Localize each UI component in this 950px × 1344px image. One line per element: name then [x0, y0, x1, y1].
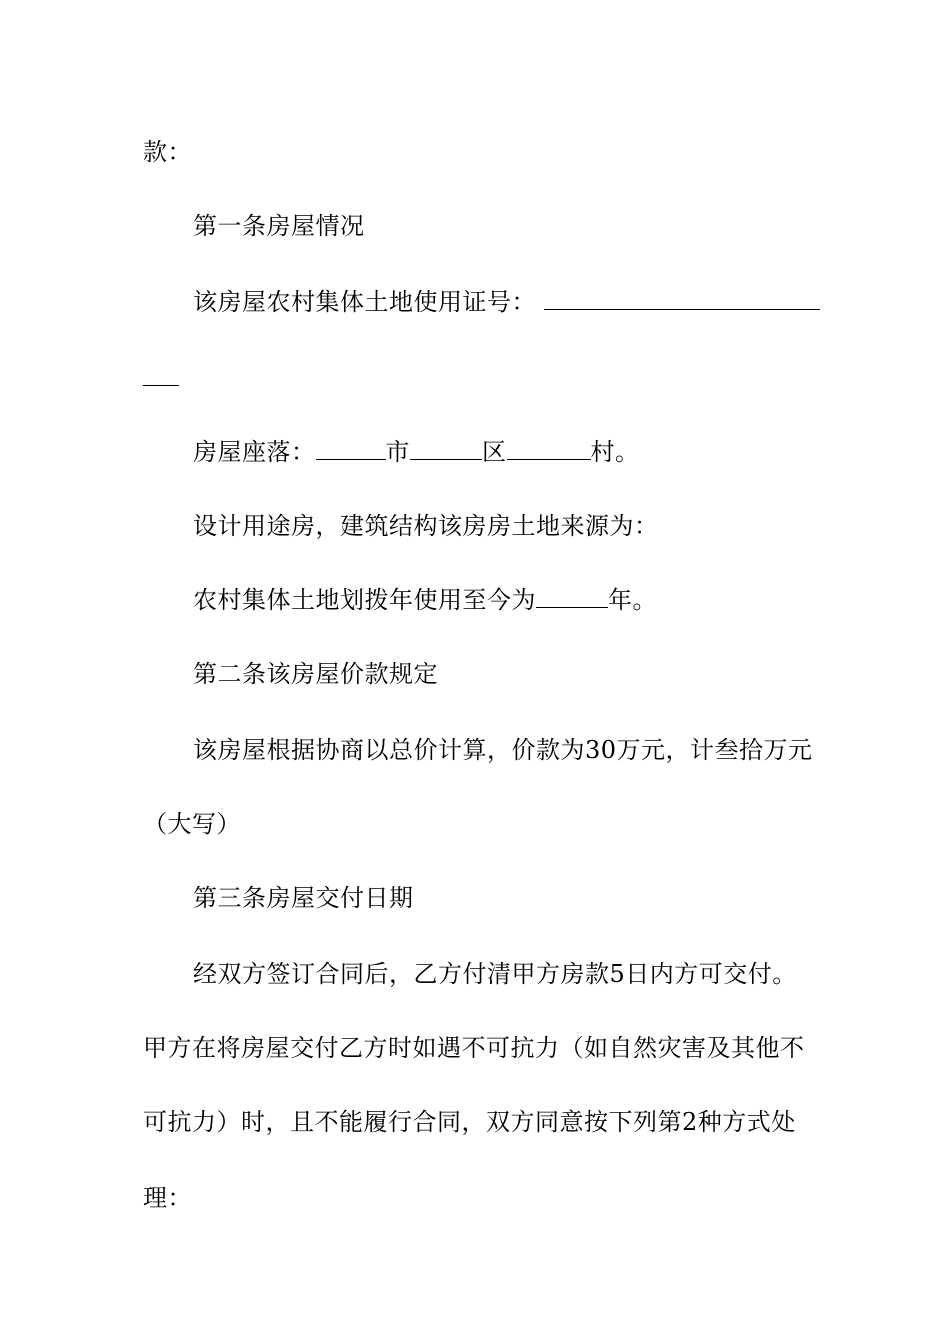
text-line-years [193, 582, 813, 618]
district-label: 区 [482, 438, 507, 466]
city-label: 市 [385, 438, 410, 466]
location-label: 房屋座落： [193, 438, 316, 466]
village-blank [507, 437, 591, 460]
city-blank [316, 437, 386, 460]
land-cert-blank-tail [143, 363, 179, 386]
section-heading-3: 第三条房屋交付日期 [193, 884, 414, 912]
text-line: 可抗力）时，且不能履行合同，双方同意按下列第2种方式处 [143, 1108, 796, 1136]
text-line: 款： [143, 138, 192, 166]
text-line: 甲方在将房屋交付乙方时如遇不可抗力（如自然灾害及其他不 [143, 1034, 805, 1062]
text-line: 经双方签订合同后，乙方付清甲方房款5日内方可交付。 [193, 960, 797, 988]
district-blank [410, 437, 482, 460]
text-line: 该房屋根据协商以总价计算，价款为30万元，计叁拾万元 [193, 736, 813, 764]
land-cert-blank [544, 287, 820, 310]
section-heading-1: 第一条房屋情况 [193, 212, 365, 240]
years-label: 农村集体土地划拨年使用至今为 [193, 586, 536, 614]
text-line-land-cert [193, 284, 813, 320]
years-suffix: 年。 [608, 586, 657, 614]
text-line-blank-tail [143, 360, 813, 396]
text-line: 理： [143, 1184, 192, 1212]
text-line-location [193, 434, 813, 470]
text-line: 设计用途房，建筑结构该房房土地来源为： [193, 512, 659, 540]
section-heading-2: 第二条该房屋价款规定 [193, 660, 438, 688]
years-blank [536, 585, 608, 608]
text-line: （大写） [143, 810, 241, 838]
land-cert-label: 该房屋农村集体土地使用证号： [193, 288, 536, 316]
village-label: 村。 [590, 438, 640, 466]
